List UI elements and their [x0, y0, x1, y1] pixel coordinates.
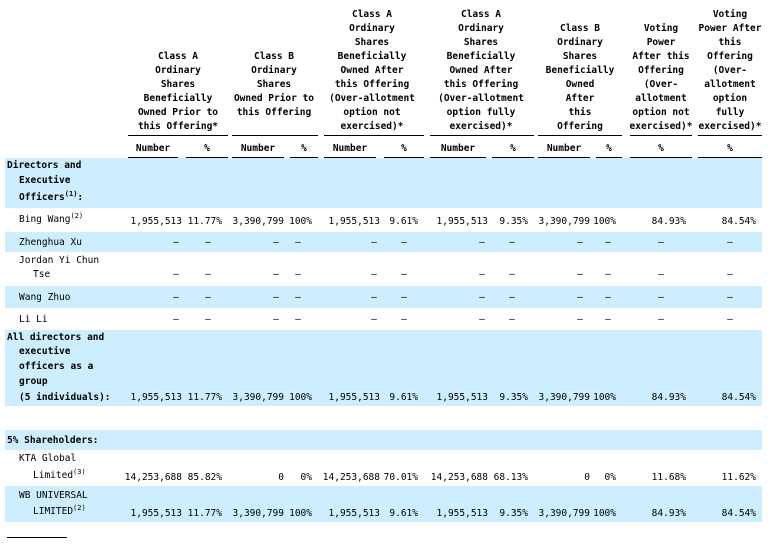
table-cell: 1,955,513: [436, 216, 488, 227]
subheader-number: Number: [546, 143, 582, 154]
table-cell: 3,390,799: [232, 508, 284, 519]
dash-cell: —: [479, 292, 485, 303]
footnote-rule: [7, 537, 67, 538]
header-class-a-prior: [128, 50, 228, 134]
section-all-directors-line4: group: [19, 376, 48, 387]
section-directors-line1: Directors and: [7, 160, 82, 171]
header-rule: [538, 135, 622, 136]
table-cell: 0: [584, 472, 590, 483]
dash-cell: —: [658, 314, 664, 325]
table-cell: 1,955,513: [436, 392, 488, 403]
header-line: option fully: [446, 107, 516, 118]
row-label-wb-line2: LIMITED$^{(2)}$: [33, 503, 86, 517]
header-line: Owned: [565, 79, 595, 90]
header-line: Voting: [643, 23, 679, 34]
header-class-b-after: [537, 22, 623, 134]
subheader-pct: %: [510, 143, 516, 154]
header-line: this: [568, 107, 592, 118]
dash-cell: —: [727, 292, 733, 303]
header-line: Class B: [559, 23, 601, 34]
table-cell: 3,390,799: [538, 216, 590, 227]
header-line: Offering: [707, 51, 753, 62]
subheader-number: Number: [332, 143, 368, 154]
row-label-wang-zhuo: Wang Zhuo: [19, 292, 71, 303]
dash-cell: —: [205, 269, 211, 280]
header-line: Beneficially: [545, 65, 615, 76]
dash-cell: —: [509, 269, 515, 280]
dash-cell: —: [479, 237, 485, 248]
dash-cell: —: [658, 269, 664, 280]
header-voting-fully-exercised: [697, 8, 763, 134]
dash-cell: —: [205, 237, 211, 248]
header-line: Beneficially: [143, 93, 213, 104]
table-cell: 0%: [300, 472, 312, 483]
header-rule: [430, 135, 534, 136]
row-label-kta-line2: Limited$^{(3)}$: [33, 467, 86, 481]
dash-cell: —: [605, 314, 611, 325]
table-cell: 11.68%: [651, 472, 686, 483]
header-line: Offering: [638, 65, 684, 76]
table-cell: 14,253,688: [124, 472, 182, 483]
dash-cell: —: [479, 269, 485, 280]
header-line: Ordinary: [349, 23, 395, 34]
header-line: exercised)*: [629, 121, 693, 132]
dash-cell: —: [295, 269, 301, 280]
header-line: Voting: [712, 9, 748, 20]
subheader-pct: %: [727, 143, 733, 154]
subheader-pct: %: [658, 143, 664, 154]
subheader-pct: %: [204, 143, 210, 154]
dash-cell: —: [577, 237, 583, 248]
header-rule: [128, 135, 228, 136]
subheader-number: Number: [135, 143, 171, 154]
header-class-a-fully-exercised: [428, 8, 534, 134]
header-line: option not: [632, 107, 690, 118]
table-cell: 100%: [289, 216, 312, 227]
header-line: Class A: [460, 9, 502, 20]
table-cell: 9.61%: [389, 216, 418, 227]
dash-cell: —: [509, 292, 515, 303]
table-cell: 3,390,799: [232, 216, 284, 227]
table-cell: 3,390,799: [232, 392, 284, 403]
subheader-pct: %: [401, 143, 407, 154]
header-line: allotment: [704, 79, 756, 90]
table-cell: 11.77%: [187, 216, 222, 227]
header-voting-not-exercised: [626, 22, 696, 134]
table-cell: 84.54%: [721, 216, 756, 227]
header-line: After this: [632, 51, 690, 62]
section-all-directors-line5: (5 individuals):: [19, 392, 111, 403]
header-line: Beneficially: [337, 51, 407, 62]
table-cell: 84.54%: [721, 508, 756, 519]
dash-cell: —: [727, 314, 733, 325]
dash-cell: —: [509, 237, 515, 248]
table-cell: 70.01%: [383, 472, 418, 483]
dash-cell: —: [658, 237, 664, 248]
dash-cell: —: [658, 292, 664, 303]
table-cell: 100%: [289, 392, 312, 403]
header-line: Power After: [698, 23, 762, 34]
dash-cell: —: [371, 237, 377, 248]
header-line: Class A: [157, 51, 199, 62]
dash-cell: —: [273, 292, 279, 303]
row-label-zhenghua-xu: Zhenghua Xu: [19, 237, 82, 248]
table-cell: 100%: [593, 508, 616, 519]
row-band-directors: [5, 158, 762, 208]
dash-cell: —: [273, 314, 279, 325]
table-cell: 14,253,688: [430, 472, 488, 483]
header-line: Offering: [557, 121, 603, 132]
dash-cell: —: [401, 314, 407, 325]
row-label-li-li: Li Li: [19, 314, 48, 325]
header-line: Shares: [562, 51, 598, 62]
header-line: Class B: [253, 51, 295, 62]
table-cell: 84.93%: [651, 216, 686, 227]
dash-cell: —: [295, 314, 301, 325]
dash-cell: —: [205, 292, 211, 303]
row-label-bing-wang: Bing Wang$^{(2)}$: [19, 211, 84, 225]
header-line: this: [718, 37, 742, 48]
table-cell: 100%: [593, 216, 616, 227]
dash-cell: —: [479, 314, 485, 325]
dash-cell: —: [509, 314, 515, 325]
header-line: Class A: [351, 9, 393, 20]
header-line: this Offering: [334, 79, 410, 90]
table-cell: 100%: [593, 392, 616, 403]
table-cell: 1,955,513: [328, 392, 380, 403]
row-label-jordan-line1: Jordan Yi Chun: [19, 255, 100, 266]
table-cell: 1,955,513: [328, 216, 380, 227]
table-cell: 3,390,799: [538, 392, 590, 403]
table-cell: 1,955,513: [328, 508, 380, 519]
section-all-directors-line2: executive: [19, 346, 71, 357]
dash-cell: —: [401, 269, 407, 280]
header-line: Beneficially: [446, 51, 516, 62]
header-line: (Over-: [643, 79, 679, 90]
table-cell: 9.35%: [499, 392, 528, 403]
header-line: allotment: [635, 93, 687, 104]
section-all-directors-line3: officers as a: [19, 361, 94, 372]
table-cell: 11.77%: [187, 392, 222, 403]
header-line: Shares: [256, 79, 292, 90]
header-line: Ordinary: [251, 65, 297, 76]
table-cell: 1,955,513: [130, 216, 182, 227]
header-rule: [232, 135, 318, 136]
dash-cell: —: [295, 237, 301, 248]
header-line: Owned Prior to: [137, 107, 219, 118]
header-line: Shares: [463, 37, 499, 48]
header-line: exercised)*: [340, 121, 404, 132]
section-all-directors-line1: All directors and: [7, 332, 105, 343]
dash-cell: —: [401, 292, 407, 303]
dash-cell: —: [273, 237, 279, 248]
header-line: this Offering: [443, 79, 519, 90]
section-directors-line2: Executive: [19, 175, 71, 186]
dash-cell: —: [577, 269, 583, 280]
header-line: Ordinary: [557, 37, 603, 48]
dash-cell: —: [727, 269, 733, 280]
row-label-wb-line1: WB UNIVERSAL: [19, 490, 88, 501]
dash-cell: —: [273, 269, 279, 280]
header-rule: [324, 135, 424, 136]
table-cell: 84.54%: [721, 392, 756, 403]
table-cell: 85.82%: [187, 472, 222, 483]
header-line: Power: [646, 37, 676, 48]
header-line: fully: [715, 107, 745, 118]
dash-cell: —: [173, 292, 179, 303]
header-line: (Over-allotment: [438, 93, 524, 104]
table-cell: 0: [278, 472, 284, 483]
header-line: After: [565, 93, 595, 104]
header-class-b-prior: [230, 50, 318, 120]
header-line: (Over-: [712, 65, 748, 76]
row-label-jordan-line2: Tse: [33, 269, 51, 280]
table-cell: 11.62%: [721, 472, 756, 483]
header-line: Owned Prior to: [233, 93, 315, 104]
dash-cell: —: [371, 314, 377, 325]
header-line: this Offering*: [137, 121, 219, 132]
dash-cell: —: [371, 269, 377, 280]
dash-cell: —: [605, 292, 611, 303]
dash-cell: —: [577, 314, 583, 325]
subheader-number: Number: [440, 143, 476, 154]
header-class-a-not-exercised: [322, 8, 422, 134]
header-line: option not: [343, 107, 401, 118]
header-line: exercised)*: [449, 121, 513, 132]
subheader-pct: %: [301, 143, 307, 154]
header-line: this Offering: [236, 107, 312, 118]
table-cell: 100%: [289, 508, 312, 519]
header-line: Owned After: [340, 65, 404, 76]
table-cell: 84.93%: [651, 508, 686, 519]
table-cell: 1,955,513: [130, 508, 182, 519]
table-cell: 3,390,799: [538, 508, 590, 519]
dash-cell: —: [577, 292, 583, 303]
header-line: (Over-allotment: [329, 93, 415, 104]
header-line: Ordinary: [458, 23, 504, 34]
section-directors-line3: Officers$^{(1)}$:: [19, 189, 84, 203]
header-line: exercised)*: [698, 121, 762, 132]
table-cell: 11.77%: [187, 508, 222, 519]
row-band-shareholders: [5, 430, 762, 450]
header-line: Shares: [160, 79, 196, 90]
row-label-kta-line1: KTA Global: [19, 453, 77, 464]
table-cell: 9.35%: [499, 216, 528, 227]
header-line: option: [712, 93, 748, 104]
header-rule: [698, 135, 762, 136]
header-line: Shares: [354, 37, 390, 48]
dash-cell: —: [605, 269, 611, 280]
section-shareholders: 5% Shareholders:: [7, 435, 99, 446]
table-cell: 1,955,513: [130, 392, 182, 403]
dash-cell: —: [173, 237, 179, 248]
subheader-pct: %: [606, 143, 612, 154]
dash-cell: —: [173, 314, 179, 325]
table-cell: 9.61%: [389, 392, 418, 403]
dash-cell: —: [173, 269, 179, 280]
table-cell: 84.93%: [651, 392, 686, 403]
table-cell: 0%: [604, 472, 616, 483]
table-cell: 1,955,513: [436, 508, 488, 519]
header-line: Owned After: [449, 65, 513, 76]
subheader-number: Number: [240, 143, 276, 154]
dash-cell: —: [605, 237, 611, 248]
table-cell: 9.35%: [499, 508, 528, 519]
table-cell: 9.61%: [389, 508, 418, 519]
table-cell: 68.13%: [493, 472, 528, 483]
dash-cell: —: [205, 314, 211, 325]
dash-cell: —: [295, 292, 301, 303]
table-cell: 14,253,688: [322, 472, 380, 483]
dash-cell: —: [401, 237, 407, 248]
dash-cell: —: [371, 292, 377, 303]
dash-cell: —: [727, 237, 733, 248]
header-line: Ordinary: [155, 65, 201, 76]
header-rule: [630, 135, 692, 136]
